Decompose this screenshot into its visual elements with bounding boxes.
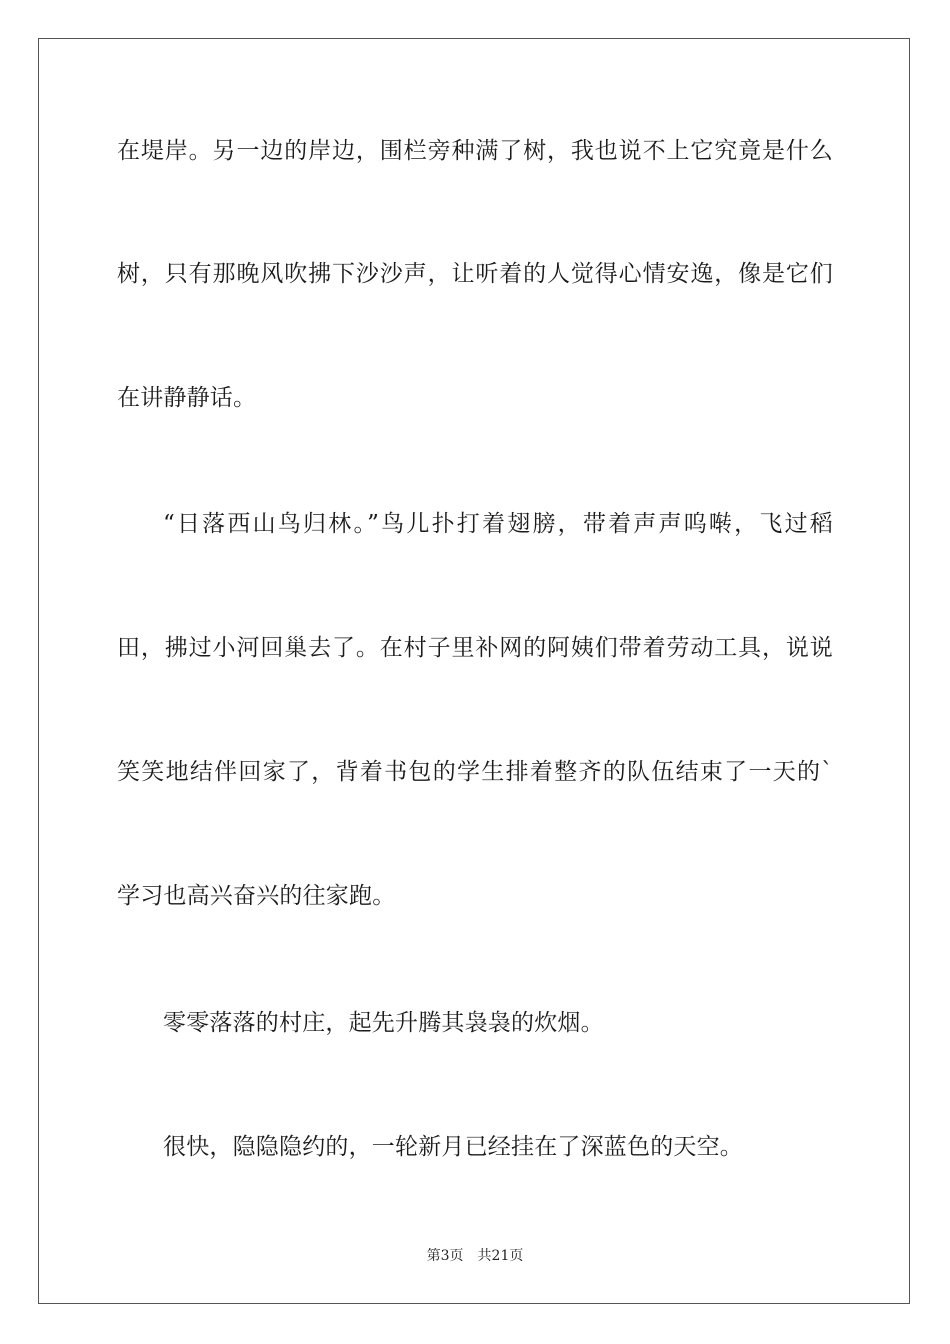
page-footer	[0, 1247, 950, 1265]
text-line-7: 学习也高兴奋兴的往家跑。	[117, 883, 396, 909]
text-line-4: “日落西山鸟归林。”鸟儿扑打着翅膀，带着声声呜啭，飞过稻	[163, 511, 833, 537]
text-line-3: 在讲静静话。	[117, 385, 257, 411]
page-total: 共21页	[477, 1248, 524, 1264]
text-line-9: 很快，隐隐隐约的，一轮新月已经挂在了深蓝色的天空。	[163, 1134, 743, 1160]
page-border	[38, 38, 910, 1304]
page-number: 第3页	[426, 1248, 464, 1264]
text-line-2: 树，只有那晚风吹拂下沙沙声，让听着的人觉得心情安逸，像是它们	[117, 261, 833, 287]
text-line-6: 笑笑地结伴回家了，背着书包的学生排着整齐的队伍结束了一天的`	[117, 759, 833, 785]
text-line-8: 零零落落的村庄，起先升腾其袅袅的炊烟。	[163, 1010, 604, 1036]
text-line-1: 在堤岸。另一边的岸边，围栏旁种满了树，我也说不上它究竟是什么	[117, 138, 833, 164]
text-line-5: 田，拂过小河回巢去了。在村子里补网的阿姨们带着劳动工具，说说	[117, 635, 833, 661]
